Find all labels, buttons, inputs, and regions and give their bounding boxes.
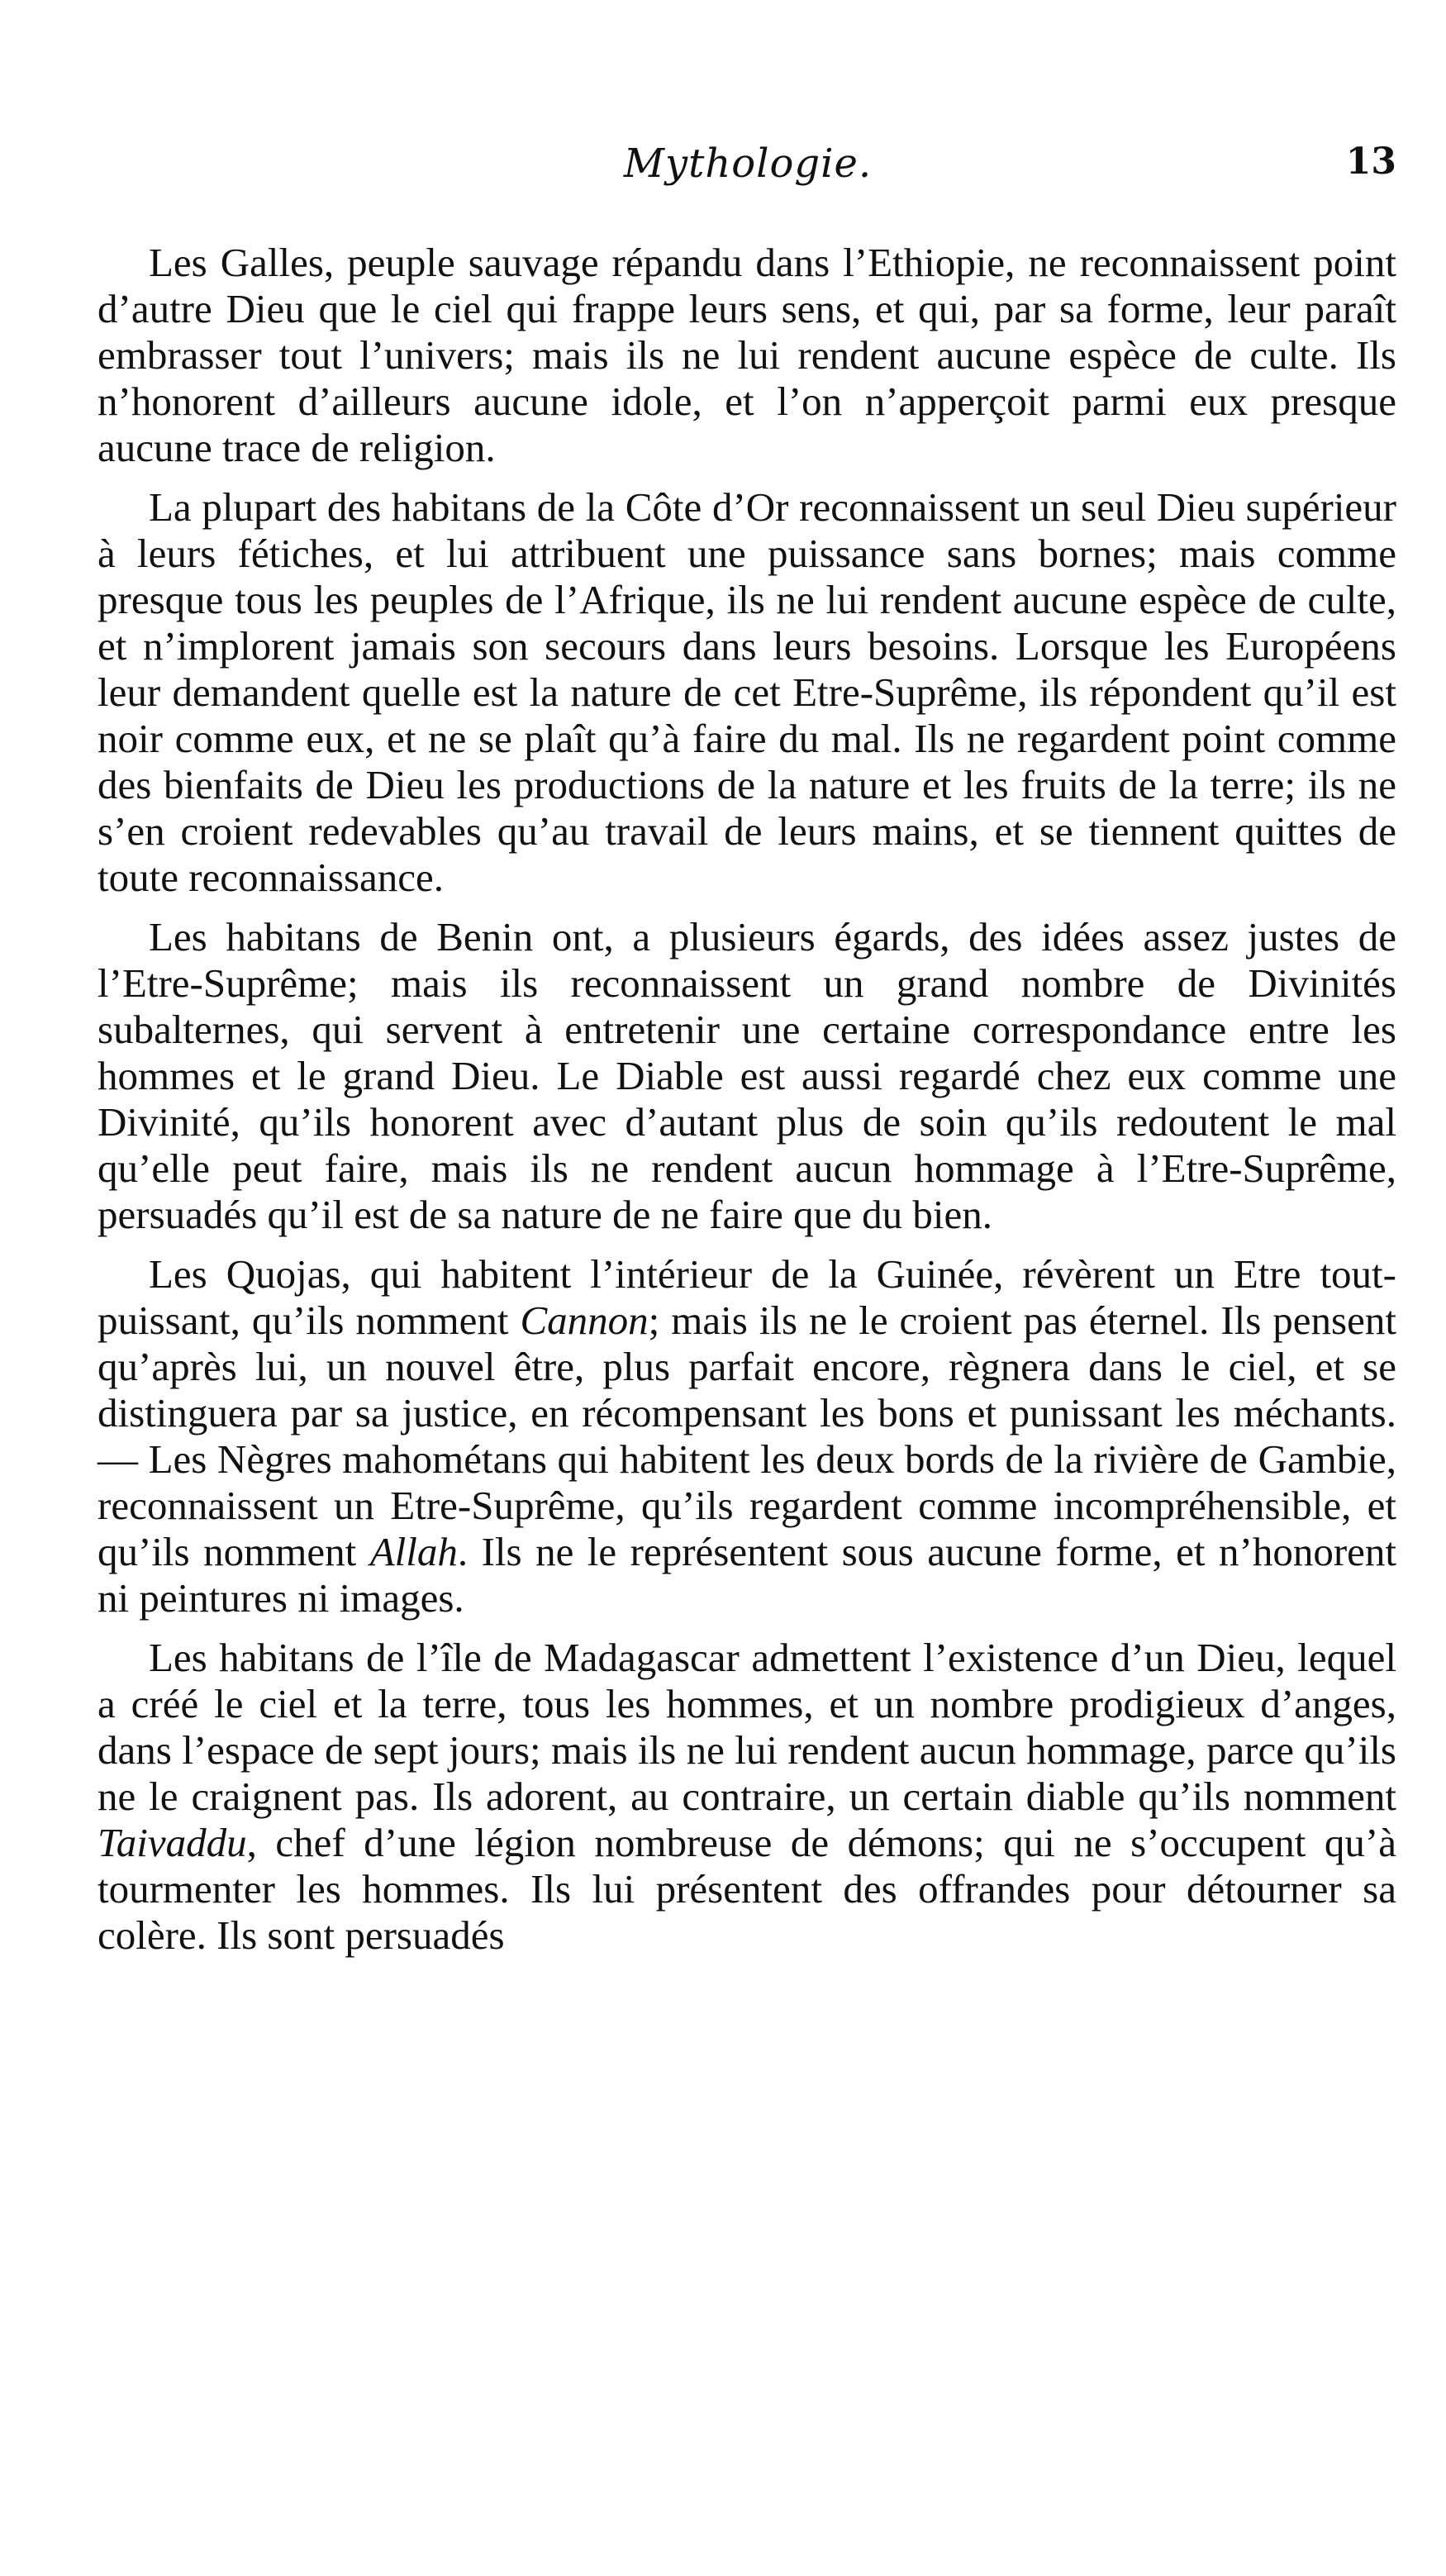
paragraph-text: Les habitans de Benin ont, a plusieurs égards, des idées assez justes de l’Etre-Suprême; mais ils reconnaissent un grand nombre de Divinités subalternes, qui servent à entretenir une certaine correspondance entre les hommes et le grand Dieu. Le Diable est aussi regardé chez eux comme une Divinité, qu’ils honorent avec d’autant plus de soin qu’ils redoutent le mal qu’elle peut faire, mais ils ne rendent aucun hommage à l’Etre-Suprême, persuadés qu’il est de sa nature de ne faire que du bien. — [98, 914, 1396, 1237]
paragraph — [98, 914, 1396, 1238]
italic-term: Allah — [369, 1529, 458, 1574]
paragraph — [98, 484, 1396, 901]
paragraph-text: , chef d’une légion nombreuse de démons; qui ne s’occupent qu’à tourmenter les hommes. Ils lui présentent des offrandes pour détourner sa colère. Ils sont persuadés — [98, 1820, 1396, 1958]
body-text — [98, 240, 1396, 1972]
paragraph — [98, 240, 1396, 471]
paragraph-text: Les habitans de l’île de Madagascar admettent l’existence d’un Dieu, lequel a créé le ciel et la terre, tous les hommes, et un nombre prodigieux d’anges, dans l’espace de sept jours; mais ils ne lui rendent aucun hommage, parce qu’ils ne le craignent pas. Ils adorent, au contraire, un certain diable qu’ils nomment — [98, 1635, 1396, 1819]
paragraph-text: ; mais ils ne le croient pas éternel. Ils pensent qu’après lui, un nouvel être, plus parfait encore, règnera dans le ciel, et se distinguera par sa justice, en récompensant les bons et punissant les méchants.— Les Nègres mahométans qui habitent les deux bords de la rivière de Gambie, reconnaissent un Etre-Suprême, qu’ils regardent comme incompréhensible, et qu’ils nomment — [98, 1298, 1396, 1574]
page-header — [99, 140, 1396, 207]
paragraph-text: Les Galles, peuple sauvage répandu dans l’Ethiopie, ne reconnaissent point d’autre Dieu que le ciel qui frappe leurs sens, et qui, par sa forme, leur paraît embrasser tout l’univers; mais ils ne lui rendent aucune espèce de culte. Ils n’honorent d’ailleurs aucune idole, et l’on n’apperçoit parmi eux presque aucune trace de religion. — [98, 240, 1396, 470]
italic-term: Taivaddu — [98, 1820, 247, 1865]
italic-term: Cannon — [520, 1298, 649, 1343]
paragraph-text: La plupart des habitans de la Côte d’Or reconnaissent un seul Dieu supérieur à leurs fétiches, et lui attribuent une puissance sans bornes; mais comme presque tous les peuples de l’Afrique, ils ne lui rendent aucune espèce de culte, et n’implorent jamais son secours dans leurs besoins. Lorsque les Européens leur demandent quelle est la nature de cet Etre-Suprême, ils répondent qu’il est noir comme eux, et ne se plaît qu’à faire du mal. Ils ne regardent point comme des bienfaits de Dieu les productions de la nature et les fruits de la terre; ils ne s’en croient redevables qu’au travail de leurs mains, et se tiennent quittes de toute reconnaissance. — [98, 484, 1396, 900]
paragraph — [98, 1251, 1396, 1621]
paragraph — [98, 1635, 1396, 1959]
paragraph-text: . Ils ne le représentent sous aucune forme, et n’honorent ni peintures ni images. — [98, 1529, 1396, 1621]
paragraph-text: Les Quojas, qui habitent l’intérieur de la Guinée, révèrent un Etre tout-puissant, qu’ils nomment — [98, 1251, 1396, 1343]
running-title: Mythologie. — [623, 140, 873, 187]
page-number: 13 — [1345, 140, 1396, 183]
